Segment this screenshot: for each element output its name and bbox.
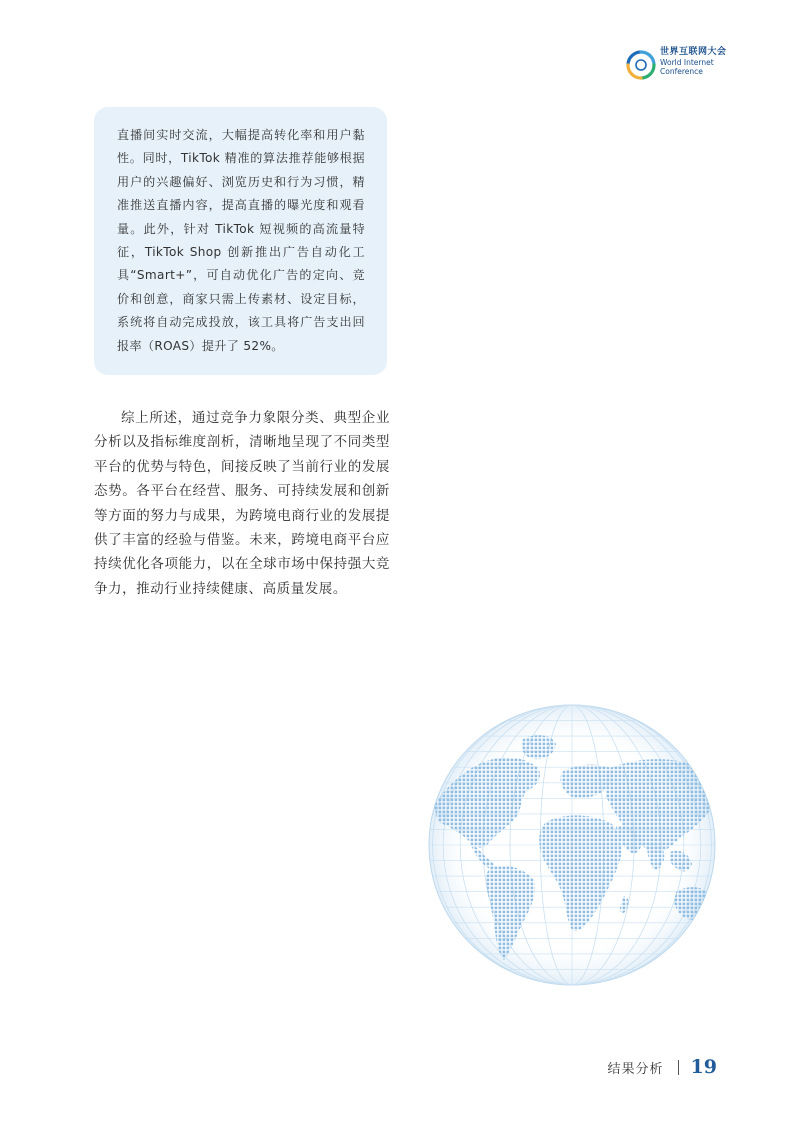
world-internet-conference-ring-icon — [624, 48, 658, 82]
tiktok-callout-box — [94, 107, 387, 375]
logo-english-line-1: World Internet — [660, 57, 714, 67]
callout-text: 直播间实时交流，大幅提高转化率和用户黏性。同时，TikTok 精准的算法推荐能够根据用户的兴趣偏好、浏览历史和行为习惯，精准推送直播内容，提高直播的曝光度和观看量。此外，针对 TikTok 短视频的高流量特征，TikTok Shop 创新推出广告自动化工具“Smart+”，可自动优化广告的定向、竞价和创意，商家只需上传素材、设定目标，系统将自动完成投放，该工具将广告支出回报率（ROAS）提升了 52%。 — [117, 128, 365, 353]
page-number: 19 — [690, 1056, 717, 1078]
wireframe-globe-icon — [426, 702, 718, 988]
globe-illustration — [426, 702, 718, 988]
logo-chinese-name: 世界互联网大会 — [660, 47, 727, 57]
page-footer — [608, 1055, 717, 1079]
summary-section — [94, 406, 390, 601]
footer-divider — [678, 1060, 679, 1075]
summary-paragraph: 综上所述，通过竞争力象限分类、典型企业分析以及指标维度剖析，清晰地呈现了不同类型平台的优势与特色，间接反映了当前行业的发展态势。各平台在经营、服务、可持续发展和创新等方面的努力与成果，为跨境电商行业的发展提供了丰富的经验与借鉴。未来，跨境电商平台应持续优化各项能力，以在全球市场中保持强大竞争力，推动行业持续健康、高质量发展。 — [94, 410, 390, 597]
logo-english-line-2: Conference — [660, 67, 703, 76]
conference-logo — [624, 46, 734, 86]
section-title: 结果分析 — [607, 1061, 664, 1077]
